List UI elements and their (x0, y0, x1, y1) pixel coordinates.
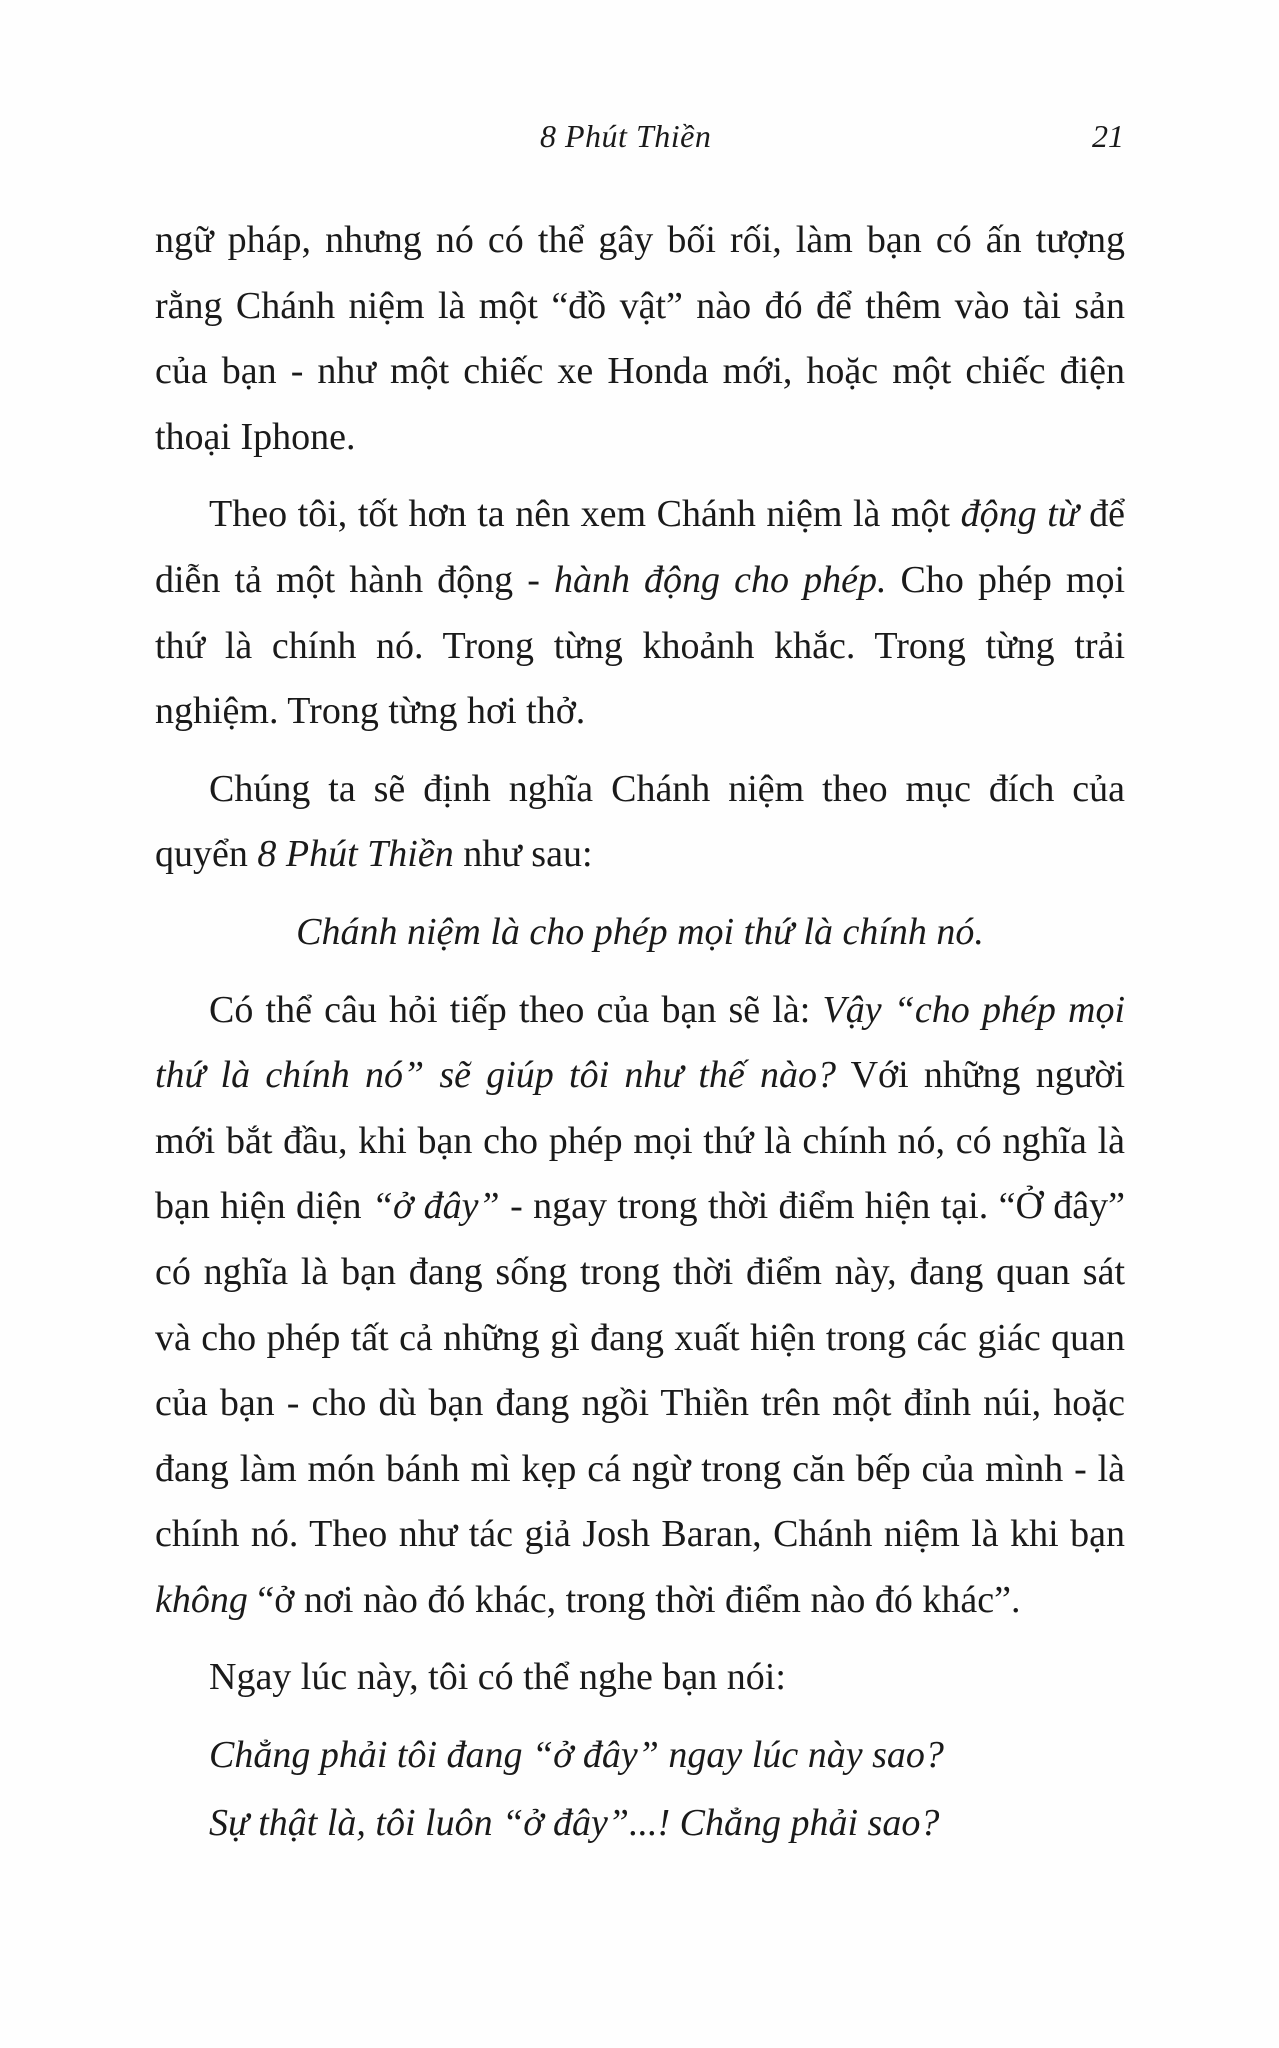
definition-quote: Chánh niệm là cho phép mọi thứ là chính nó. (296, 910, 984, 953)
paragraph-4-italic-d: “ở đây” (371, 1185, 500, 1228)
paragraph-4-text-a: Có thể câu hỏi tiếp theo của bạn sẽ là: (209, 988, 823, 1031)
paragraph-2 (155, 482, 1125, 744)
paragraph-3 (155, 757, 1125, 888)
paragraph-2-text-c: để diễn tả một hành động - (155, 493, 1125, 601)
paragraph-5: Ngay lúc này, tôi có thể nghe bạn nói: (209, 1656, 786, 1699)
paragraph-4-italic-b: Vậy “cho phép mọi thứ là chính nó” sẽ giúp tôi như thế nào? (155, 988, 1126, 1097)
paragraph-4-text-e: - ngay trong thời điểm hiện tại. “Ở đây” có nghĩa là bạn đang sống trong thời điểm này, đang quan sát và cho phép tất cả những gì đang xuất hiện trong các giác quan của bạn - cho dù bạn đang ngồi Thiền trên một đỉnh núi, hoặc đang làm món bánh mì kẹp cá ngừ trong căn bếp của mình - là chính nó. Theo như tác giả Josh Baran, Chánh niệm là khi bạn (155, 1185, 1126, 1556)
paragraph-1-text: ngữ pháp, nhưng nó có thể gây bối rối, làm bạn có ấn tượng rằng Chánh niệm là một “đồ vật” nào đó để thêm vào tài sản của bạn - như một chiếc xe Honda mới, hoặc một chiếc điện thoại Iphone. (155, 219, 1125, 458)
paragraph-4-italic-f: không (155, 1578, 248, 1621)
paragraph-4-text-c: Với những người mới bắt đầu, khi bạn cho phép mọi thứ là chính nó, có nghĩa là bạn hiện diện (155, 1054, 1125, 1228)
paragraph-3-text-a: Chúng ta sẽ định nghĩa Chánh niệm theo mục đích của quyển (155, 767, 1125, 876)
question-line-1: Chẳng phải tôi đang “ở đây” ngay lúc này sao? (209, 1734, 944, 1777)
page-header (0, 118, 1279, 168)
paragraph-2-text-a: Theo tôi, tốt hơn ta nên xem Chánh niệm là một (209, 493, 961, 536)
running-title: 8 Phút Thiền (540, 118, 712, 154)
paragraph-4 (155, 978, 1125, 1634)
page-number: 21 (1092, 118, 1124, 154)
paragraph-2-text-e: Cho phép mọi thứ là chính nó. Trong từng khoảnh khắc. Trong từng trải nghiệm. Trong từng hơi thở. (155, 558, 1126, 733)
paragraph-2-italic-d: hành động cho phép. (553, 558, 887, 601)
body-text (155, 208, 1125, 1858)
paragraph-4-text-g: “ở nơi nào đó khác, trong thời điểm nào đó khác”. (247, 1578, 1021, 1621)
question-line-2: Sự thật là, tôi luôn “ở đây”...! Chẳng phải sao? (209, 1801, 940, 1844)
paragraph-3-italic-b: 8 Phút Thiền (257, 833, 454, 876)
paragraph-3-text-c: như sau: (453, 833, 593, 876)
paragraph-1 (155, 208, 1125, 470)
paragraph-2-italic-b: động từ (960, 493, 1079, 536)
